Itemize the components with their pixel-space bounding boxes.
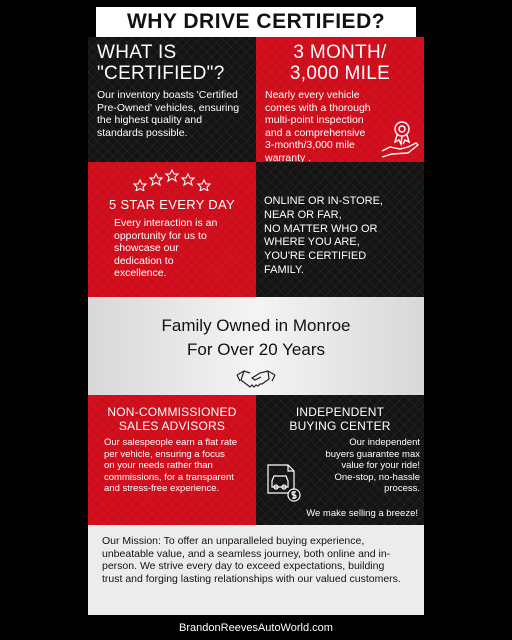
online-line-1: ONLINE OR IN-STORE, bbox=[264, 195, 383, 207]
certified-body: Our inventory boasts 'Certified Pre-Owned' vehicles, ensuring the highest quality and standards possible. bbox=[97, 89, 240, 139]
non-commissioned-heading-2: SALES ADVISORS bbox=[118, 419, 226, 433]
buying-center-panel bbox=[256, 395, 424, 525]
warranty-body: Nearly every vehicle comes with a thorough multi-point inspection and a comprehensive 3-month/3,000 mile warranty . bbox=[265, 89, 371, 162]
buying-center-body: Our independent buyers guarantee max value for your ride! One-stop, no-hassle process. bbox=[325, 437, 420, 494]
family-line-2: For Over 20 Years bbox=[187, 340, 325, 359]
buying-center-heading-1: INDEPENDENT bbox=[295, 405, 385, 419]
non-commissioned-body: Our salespeople earn a flat rate per vehicle, ensuring a focus on your needs rather than commissions, for a transparent and stress-free experience. bbox=[104, 437, 238, 494]
handshake-icon bbox=[236, 367, 276, 389]
online-line-6: FAMILY. bbox=[264, 263, 304, 276]
page-title: WHY DRIVE CERTIFIED? bbox=[96, 7, 416, 37]
family-line-1: Family Owned in Monroe bbox=[161, 316, 351, 335]
five-stars-icon bbox=[132, 169, 212, 191]
online-line-4: WHERE YOU ARE, bbox=[264, 236, 360, 249]
website-link[interactable]: BrandonReevesAutoWorld.com bbox=[179, 622, 333, 634]
family-panel bbox=[88, 297, 424, 395]
certified-heading-2: "CERTIFIED"? bbox=[97, 63, 225, 84]
buying-center-tagline: We make selling a breeze! bbox=[306, 508, 418, 519]
five-star-panel bbox=[88, 162, 256, 297]
car-document-icon bbox=[266, 463, 302, 503]
five-star-heading: 5 STAR EVERY DAY bbox=[109, 197, 235, 212]
online-line-3: NO MATTER WHO OR bbox=[264, 222, 378, 235]
online-panel bbox=[256, 162, 424, 297]
warranty-panel bbox=[256, 37, 424, 162]
warranty-heading-1: 3 MONTH/ bbox=[293, 42, 387, 63]
certified-panel bbox=[88, 37, 256, 162]
infographic bbox=[88, 0, 424, 640]
certified-heading-1: WHAT IS bbox=[97, 42, 177, 63]
mission-text: Our Mission: To offer an unparalleled buying experience, unbeatable value, and a seamless journey, both online and in-person. We strive every day to exceed expectations, building trust and forging lasting relationships with our valued customers. bbox=[102, 535, 401, 585]
online-line-2: NEAR OR FAR, bbox=[264, 208, 342, 221]
five-star-body: Every interaction is an opportunity for us to showcase our dedication to excellence. bbox=[114, 217, 218, 279]
non-commissioned-panel bbox=[88, 395, 256, 525]
online-text bbox=[264, 195, 420, 278]
mission-panel bbox=[88, 525, 424, 615]
non-commissioned-heading-1: NON-COMMISSIONED bbox=[107, 405, 237, 419]
buying-center-heading-2: BUYING CENTER bbox=[289, 419, 391, 433]
warranty-heading-2: 3,000 MILE bbox=[289, 63, 391, 84]
award-hand-icon bbox=[380, 117, 420, 159]
online-line-5: YOU'RE CERTIFIED bbox=[264, 250, 367, 263]
